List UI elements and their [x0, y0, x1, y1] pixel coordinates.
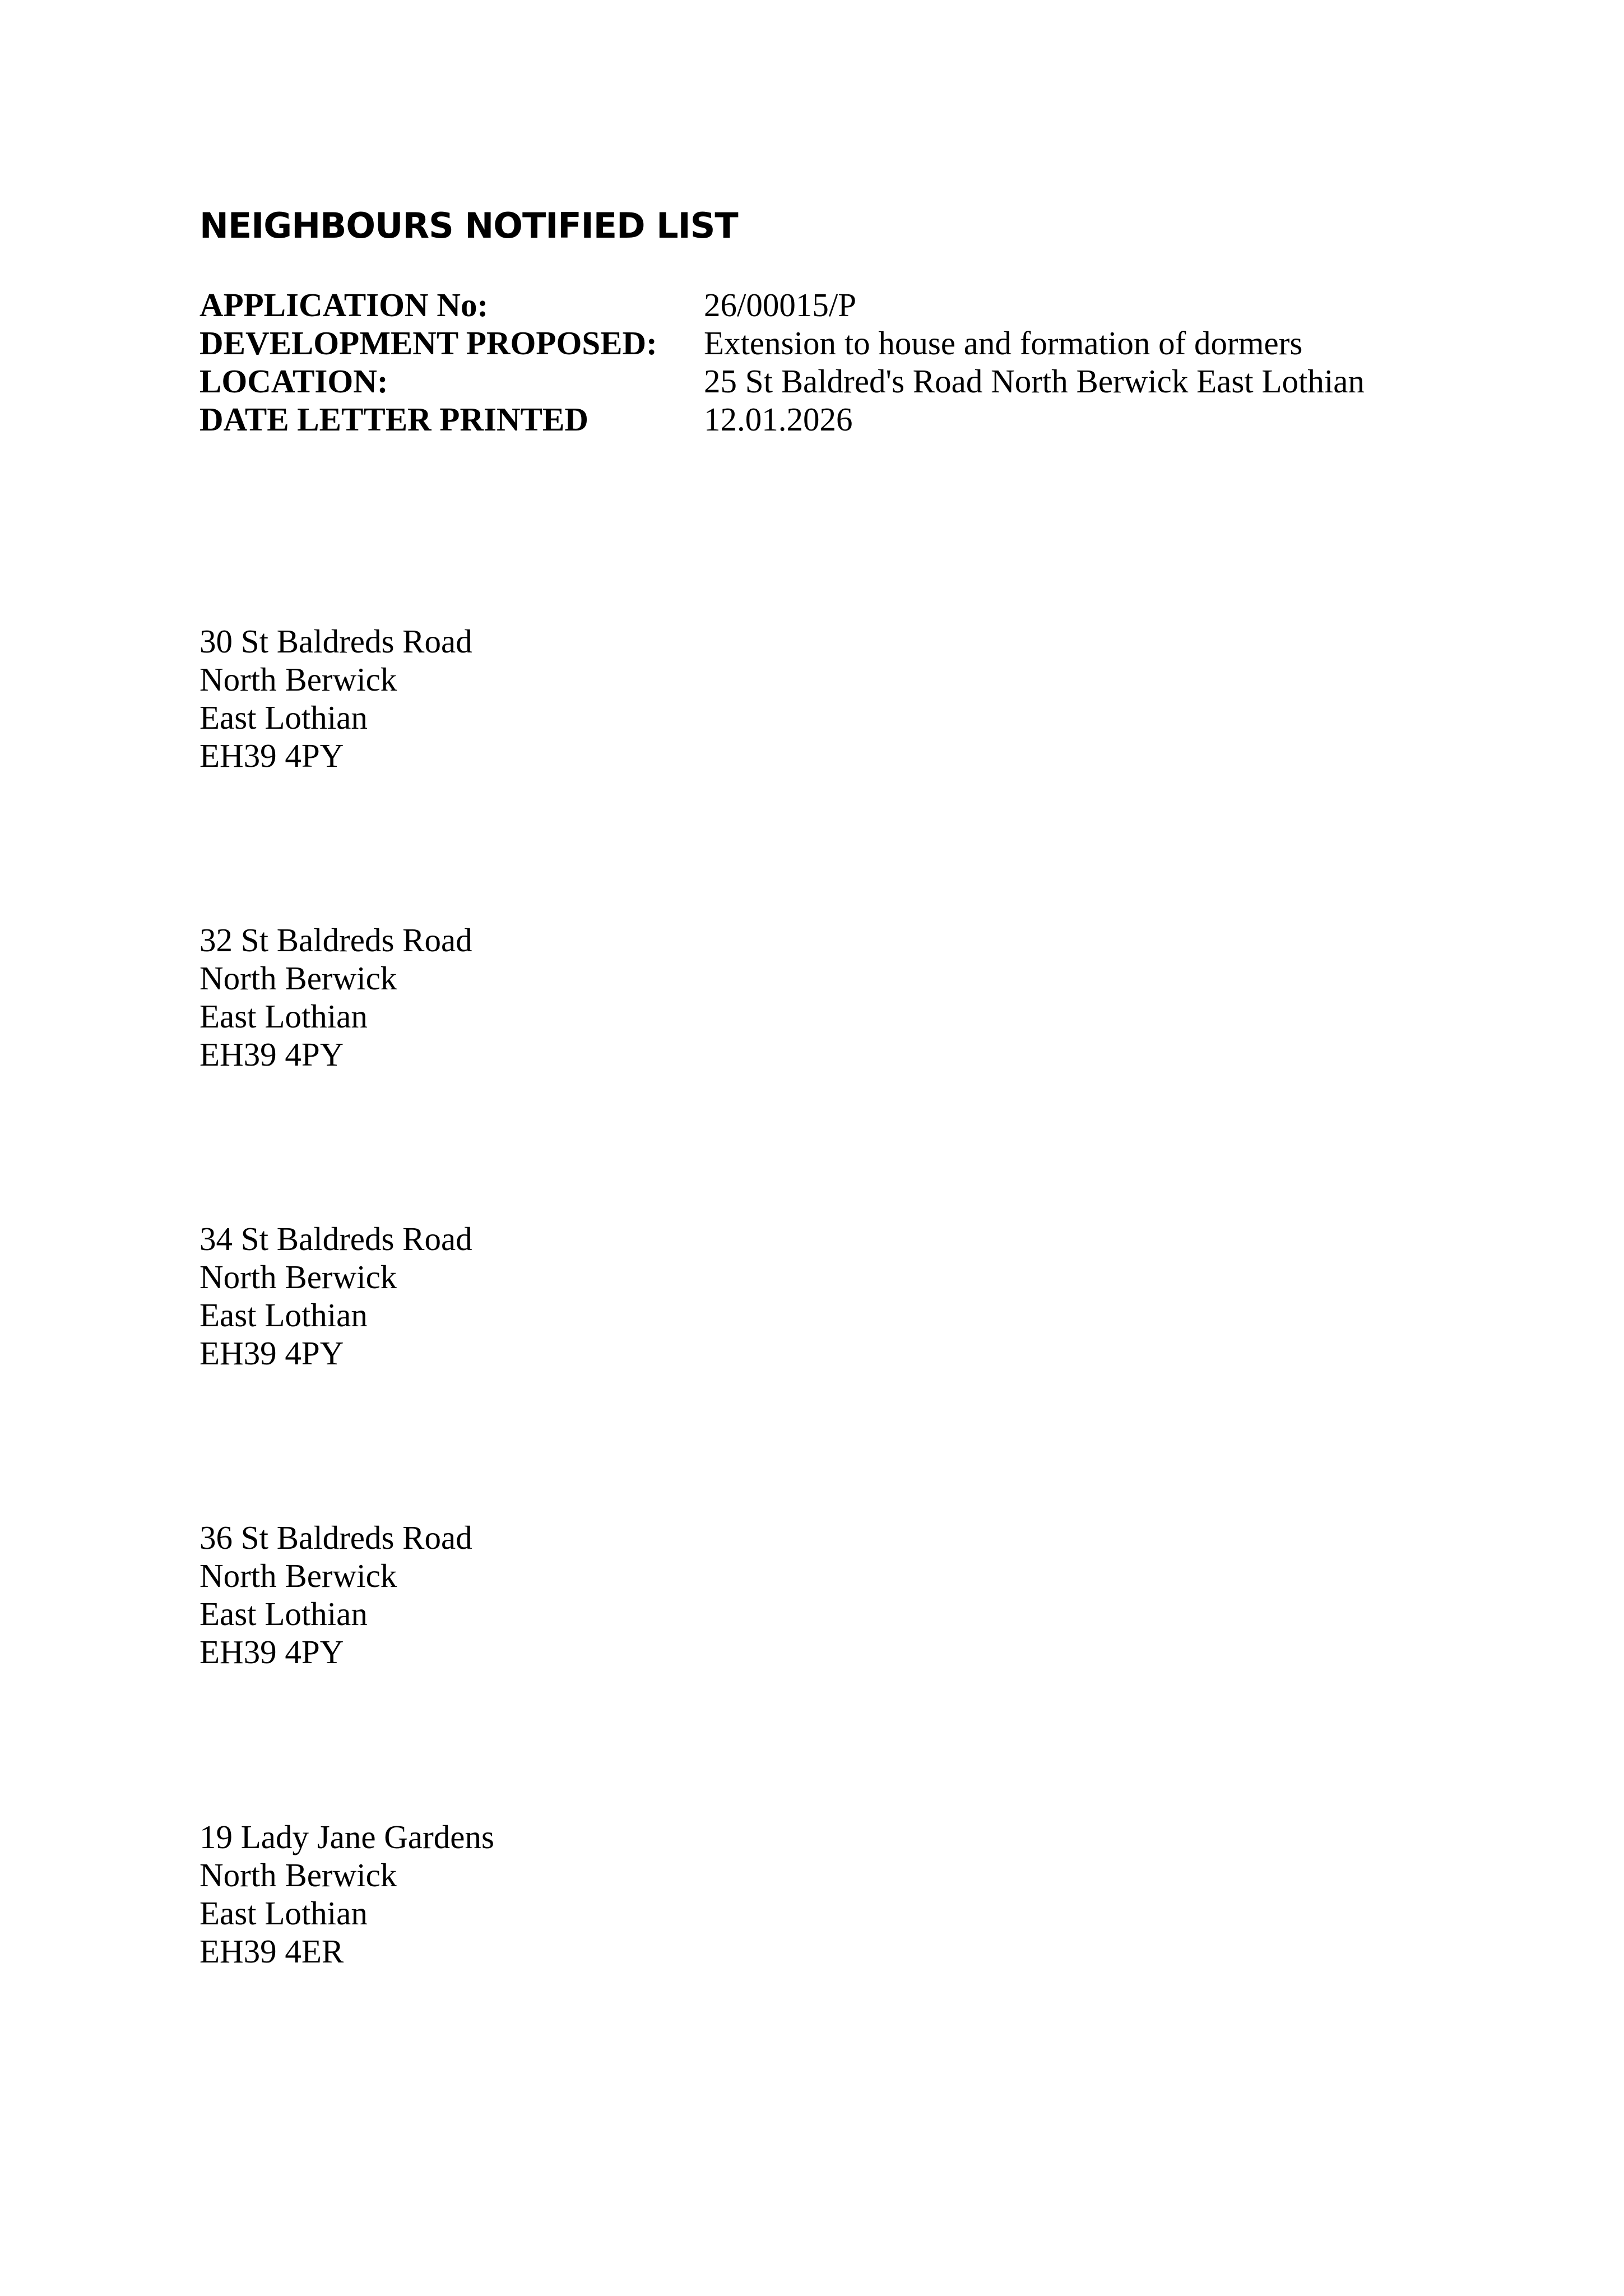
address-line-region: East Lothian [199, 1595, 368, 1632]
address-line-street: 34 St Baldreds Road [199, 1220, 472, 1257]
address-line-postcode: EH39 4PY [199, 1036, 344, 1073]
address-line-postcode: EH39 4PY [199, 1335, 344, 1372]
address-block [199, 1220, 472, 1372]
address-line-street: 30 St Baldreds Road [199, 623, 472, 660]
address-line-postcode: EH39 4PY [199, 737, 344, 774]
detail-label: LOCATION: [199, 363, 388, 400]
detail-row-date-letter-printed [199, 400, 1365, 438]
address-block [199, 921, 472, 1073]
address-block [199, 1519, 472, 1671]
address-line-street: 19 Lady Jane Gardens [199, 1818, 494, 1855]
detail-row-development-proposed [199, 324, 1365, 362]
detail-value: 12.01.2026 [704, 401, 853, 438]
address-line-postcode: EH39 4ER [199, 1933, 344, 1970]
address-line-street: 32 St Baldreds Road [199, 922, 472, 959]
detail-value: 25 St Baldred's Road North Berwick East Lothian [704, 363, 1365, 400]
address-line-town: North Berwick [199, 1557, 397, 1594]
address-line-region: East Lothian [199, 699, 368, 736]
address-line-postcode: EH39 4PY [199, 1633, 344, 1670]
address-block [199, 622, 472, 775]
detail-row-location [199, 362, 1365, 400]
address-block [199, 1818, 494, 1970]
address-line-region: East Lothian [199, 1297, 368, 1334]
detail-row-application-number [199, 286, 1365, 324]
detail-value: 26/00015/P [704, 286, 857, 323]
detail-label: DATE LETTER PRINTED [199, 401, 588, 438]
page-title: NEIGHBOURS NOTIFIED LIST [199, 205, 738, 246]
detail-label: APPLICATION No: [199, 286, 489, 323]
application-details [199, 286, 1365, 438]
detail-label: DEVELOPMENT PROPOSED: [199, 325, 657, 362]
address-line-street: 36 St Baldreds Road [199, 1519, 472, 1556]
address-line-town: North Berwick [199, 1258, 397, 1295]
detail-value: Extension to house and formation of dormers [704, 325, 1303, 362]
address-line-town: North Berwick [199, 661, 397, 698]
address-line-region: East Lothian [199, 998, 368, 1035]
address-line-town: North Berwick [199, 960, 397, 997]
address-line-region: East Lothian [199, 1895, 368, 1932]
address-line-town: North Berwick [199, 1857, 397, 1894]
